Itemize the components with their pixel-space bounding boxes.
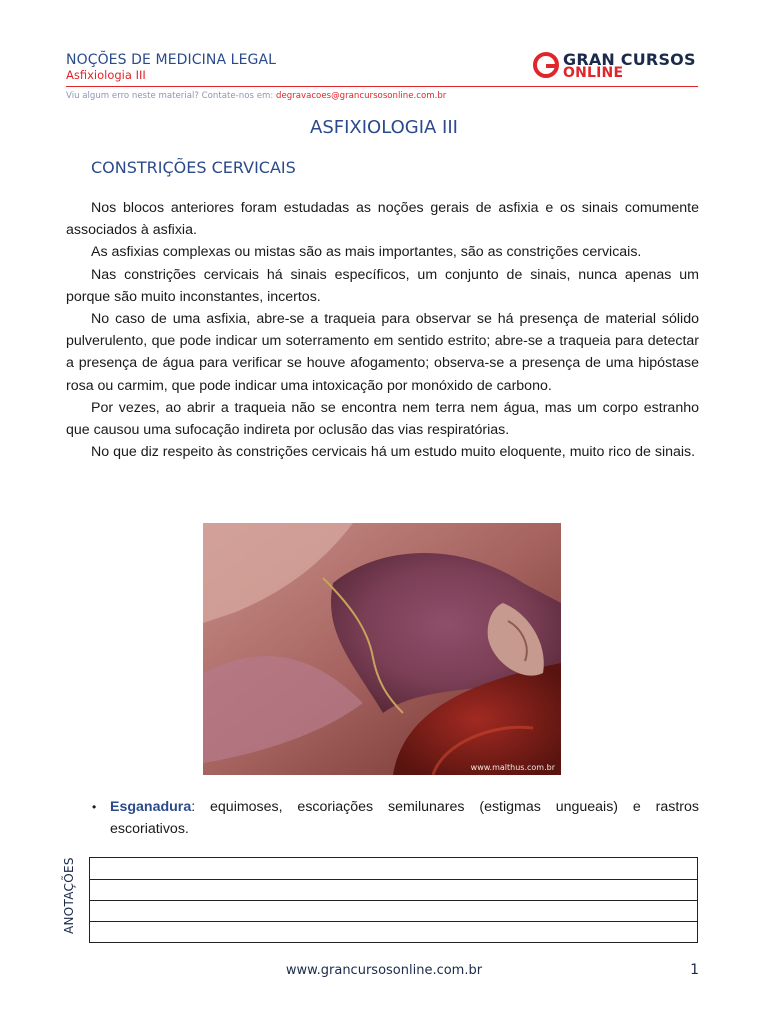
body-text (66, 197, 699, 463)
page-title: ASFIXIOLOGIA III (310, 117, 458, 138)
logo-g-icon (533, 52, 559, 78)
logo-text-line1: GRAN CURSOS (563, 50, 696, 69)
bullet-term: Esganadura (110, 799, 192, 815)
logo-text-line2: ONLINE (563, 65, 624, 81)
annotations-label: ANOTAÇÕES (62, 857, 76, 934)
header-divider (66, 86, 698, 87)
photo-watermark: www.malthus.com.br (470, 763, 555, 772)
annotations-box[interactable] (89, 857, 698, 943)
bullet-dot-icon: • (92, 800, 97, 814)
course-title: NOÇÕES DE MEDICINA LEGAL (66, 52, 277, 68)
annotation-line (90, 921, 697, 922)
bullet-text: : equimoses, escoriações semilunares (estigmas ungueais) e rastros escoriativos. (110, 799, 699, 838)
paragraph: Nas constrições cervicais há sinais específicos, um conjunto de sinais, nunca apenas um porque são muito inconstantes, incertos. (66, 266, 699, 305)
contact-line (66, 91, 446, 101)
annotation-line (90, 879, 697, 880)
course-subtitle: Asfixiologia III (66, 68, 146, 82)
page-header (66, 50, 698, 88)
page-number: 1 (690, 962, 699, 978)
neck-constriction-photo (203, 523, 561, 775)
bullet-item (92, 796, 699, 840)
contact-email-link[interactable]: degravacoes@grancursosonline.com.br (275, 91, 447, 101)
gran-cursos-logo (533, 50, 698, 84)
section-title: CONSTRIÇÕES CERVICAIS (91, 158, 296, 177)
paragraph: Por vezes, ao abrir a traqueia não se encontra nem terra nem água, mas um corpo estranho que causou uma sufocação indireta por oclusão das vias respiratórias. (66, 399, 699, 439)
annotation-line (90, 900, 697, 901)
contact-text: Viu algum erro neste material? Contate-nos em: (66, 91, 276, 101)
paragraph: No que diz respeito às constrições cervicais há um estudo muito eloquente, muito rico de sinais. (91, 444, 696, 461)
paragraph: No caso de uma asfixia, abre-se a traqueia para observar se há presença de material sólido pulverulento, que pode indicar um soterramento em sentido estrito; abre-se a traqueia para detectar a presença de água para verificar se houve afogamento; observa-se a presença de uma hipóstase rosa ou carmim, que pode indicar uma intoxicação por monóxido de carbono. (66, 311, 699, 394)
footer-url[interactable]: www.grancursosonline.com.br (285, 963, 483, 978)
paragraph: As asfixias complexas ou mistas são as mais importantes, são as constrições cervicais. (91, 244, 642, 261)
paragraph: Nos blocos anteriores foram estudadas as noções gerais de asfixia e os sinais comumente associados à asfixia. (66, 200, 699, 239)
